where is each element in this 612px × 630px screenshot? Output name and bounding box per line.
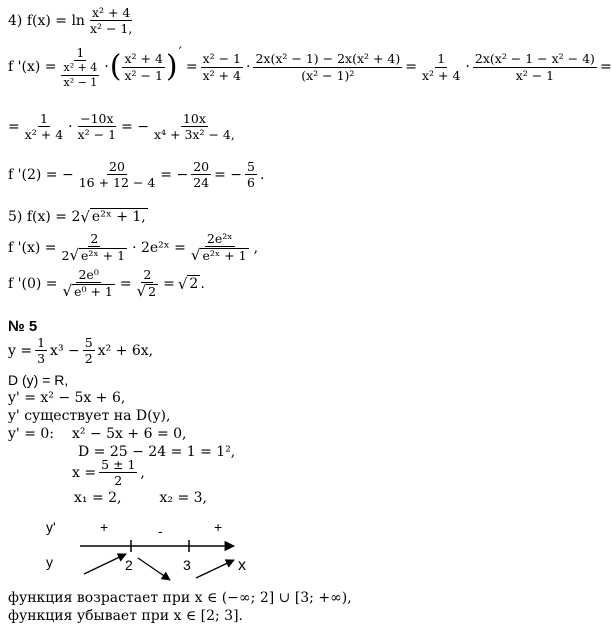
- sqrt-symbol: √: [69, 246, 79, 265]
- sqrt-symbol: √: [177, 274, 188, 293]
- root-x1: x₁ = 2,: [74, 490, 122, 506]
- dot-operator: ·: [68, 118, 73, 135]
- section-heading: № 5: [8, 318, 38, 335]
- period: .: [200, 275, 205, 292]
- increase-arrow-right: [196, 560, 234, 578]
- simplified-b: $\frac{-10x}{\text{x² − 1}}$: [77, 111, 117, 143]
- equals: =: [119, 275, 132, 292]
- period: .: [260, 166, 265, 183]
- deriv-a: 2 2 √ e²ˣ + 1: [61, 231, 126, 265]
- equals: =: [185, 59, 198, 76]
- sign-plus-right: +: [214, 519, 223, 535]
- root-x2: x₂ = 3,: [159, 490, 207, 506]
- dot-operator: ·: [104, 59, 109, 76]
- problem5-title: 5) f(x) = 2: [8, 209, 81, 225]
- left-paren: (: [109, 49, 122, 85]
- value-c: $\frac{5}{6}$: [247, 159, 255, 191]
- zero-b: 2 √ 2: [136, 267, 157, 301]
- right-paren: ): [165, 49, 178, 85]
- discriminant-line: D = 25 − 24 = 1 = 1²,: [78, 444, 236, 460]
- paren-fraction: $\frac{\text{x² + 4}}{\text{x² − 1}}$: [124, 51, 163, 83]
- inner-fraction: $\frac{\text{x² + 4}}{\text{x² − 1}}$: [63, 61, 98, 89]
- sqrt-symbol: √: [190, 246, 201, 265]
- tick-label-2: 2: [125, 557, 133, 573]
- comma: ,: [253, 239, 259, 256]
- problem4-title: 4) f(x) = ln: [8, 12, 85, 29]
- yprime-label: y': [46, 519, 56, 535]
- simplified-a: $\frac{1}{\text{x² + 4}}$: [24, 111, 64, 143]
- sign-plus-left: +: [100, 519, 109, 535]
- existence-statement: y' существует на D(y),: [8, 408, 171, 424]
- equals-minus: = −: [160, 166, 189, 183]
- value-label: f '(0) =: [8, 275, 58, 292]
- term2-fraction: $\frac{\text{2x(x² − 1) − 2x(x² + 4)}}{\text{(x² − 1)²}}$: [255, 51, 401, 83]
- sqrt-symbol: √: [80, 208, 90, 226]
- sign-minus-middle: -: [158, 523, 163, 539]
- term3-fraction: $\frac{1}{\text{x² + 4}}$: [422, 51, 461, 83]
- zero-a: 2e⁰ √ e⁰ + 1: [62, 267, 113, 301]
- tick-label-3: 3: [183, 557, 191, 573]
- term4-fraction: $\frac{\text{2x(x² − 1 − x² − 4)}}{\text{x² − 1}}$: [474, 51, 595, 83]
- domain-line: D (y) = R,: [8, 372, 69, 388]
- increase-arrow-left: [84, 554, 126, 574]
- value-label: f '(2) = −: [8, 166, 74, 183]
- equals: =: [163, 275, 175, 292]
- dot-operator: ·: [465, 59, 470, 76]
- coef-five-halves: $\frac{5}{2}$: [84, 335, 93, 367]
- derivative-expression: y' = x² − 5x + 6,: [8, 390, 126, 406]
- sqrt-expression: √ e²ˣ + 1,: [80, 208, 146, 226]
- cubic-term: x³ −: [50, 342, 80, 359]
- conclusion-increase: функция возрастает при x ∈ (−∞; 2] ∪ [3; +∞),: [8, 590, 352, 606]
- y-equals: y =: [8, 342, 33, 359]
- term1-fraction: $\frac{\text{x² − 1}}{\text{x² + 4}}$: [202, 51, 241, 83]
- equals-minus: = −: [121, 118, 149, 135]
- x-axis-label: x: [238, 557, 246, 574]
- quadratic-term: x² + 6x,: [97, 342, 154, 359]
- zero-label: y' = 0:: [8, 426, 55, 442]
- simplified-c: $\frac{10x}{\text{x⁴ + 3x² − 4,}}$: [153, 111, 235, 143]
- x-equals: x =: [72, 464, 97, 481]
- dot-operator: ·: [246, 59, 251, 76]
- derivative-label: f '(x) =: [8, 239, 57, 256]
- sqrt-symbol: √: [62, 282, 73, 301]
- equals-minus: = −: [214, 166, 243, 183]
- coef-one-third: $\frac{1}{3}$: [37, 335, 46, 367]
- value-a: $\frac{20}{16 + 12 - 4}$: [78, 159, 156, 191]
- quadratic-equation: x² − 5x + 6 = 0,: [72, 426, 187, 442]
- deriv-b: 2e²ˣ √ e²ˣ + 1: [190, 231, 247, 265]
- equals: =: [8, 118, 20, 135]
- value-b: $\frac{20}{24}$: [193, 159, 210, 191]
- roots-fraction: $\frac{5 \pm 1}{2}$: [101, 457, 136, 489]
- problem4-function-fraction: $\frac{\text{x² + 4}}{\text{x² − 1,}}$: [89, 5, 133, 37]
- reciprocal-fraction: $\frac{1}{\frac{\text{x² + 4}}{\text{x² − 1}}}$: [63, 45, 98, 89]
- conclusion-decrease: функция убывает при x ∈ [2; 3].: [8, 608, 243, 624]
- decrease-arrow-middle: [138, 558, 170, 580]
- equals: =: [599, 59, 612, 76]
- sqrt-symbol: √: [136, 282, 147, 301]
- comma: ,: [140, 464, 145, 481]
- result-sqrt: √ 2: [177, 274, 199, 293]
- y-label: y: [46, 554, 53, 570]
- multiply-term: · 2e²ˣ =: [132, 239, 186, 256]
- derivative-label: f '(x) =: [8, 59, 57, 76]
- prime-mark: ′: [178, 45, 182, 62]
- equals: =: [405, 59, 417, 76]
